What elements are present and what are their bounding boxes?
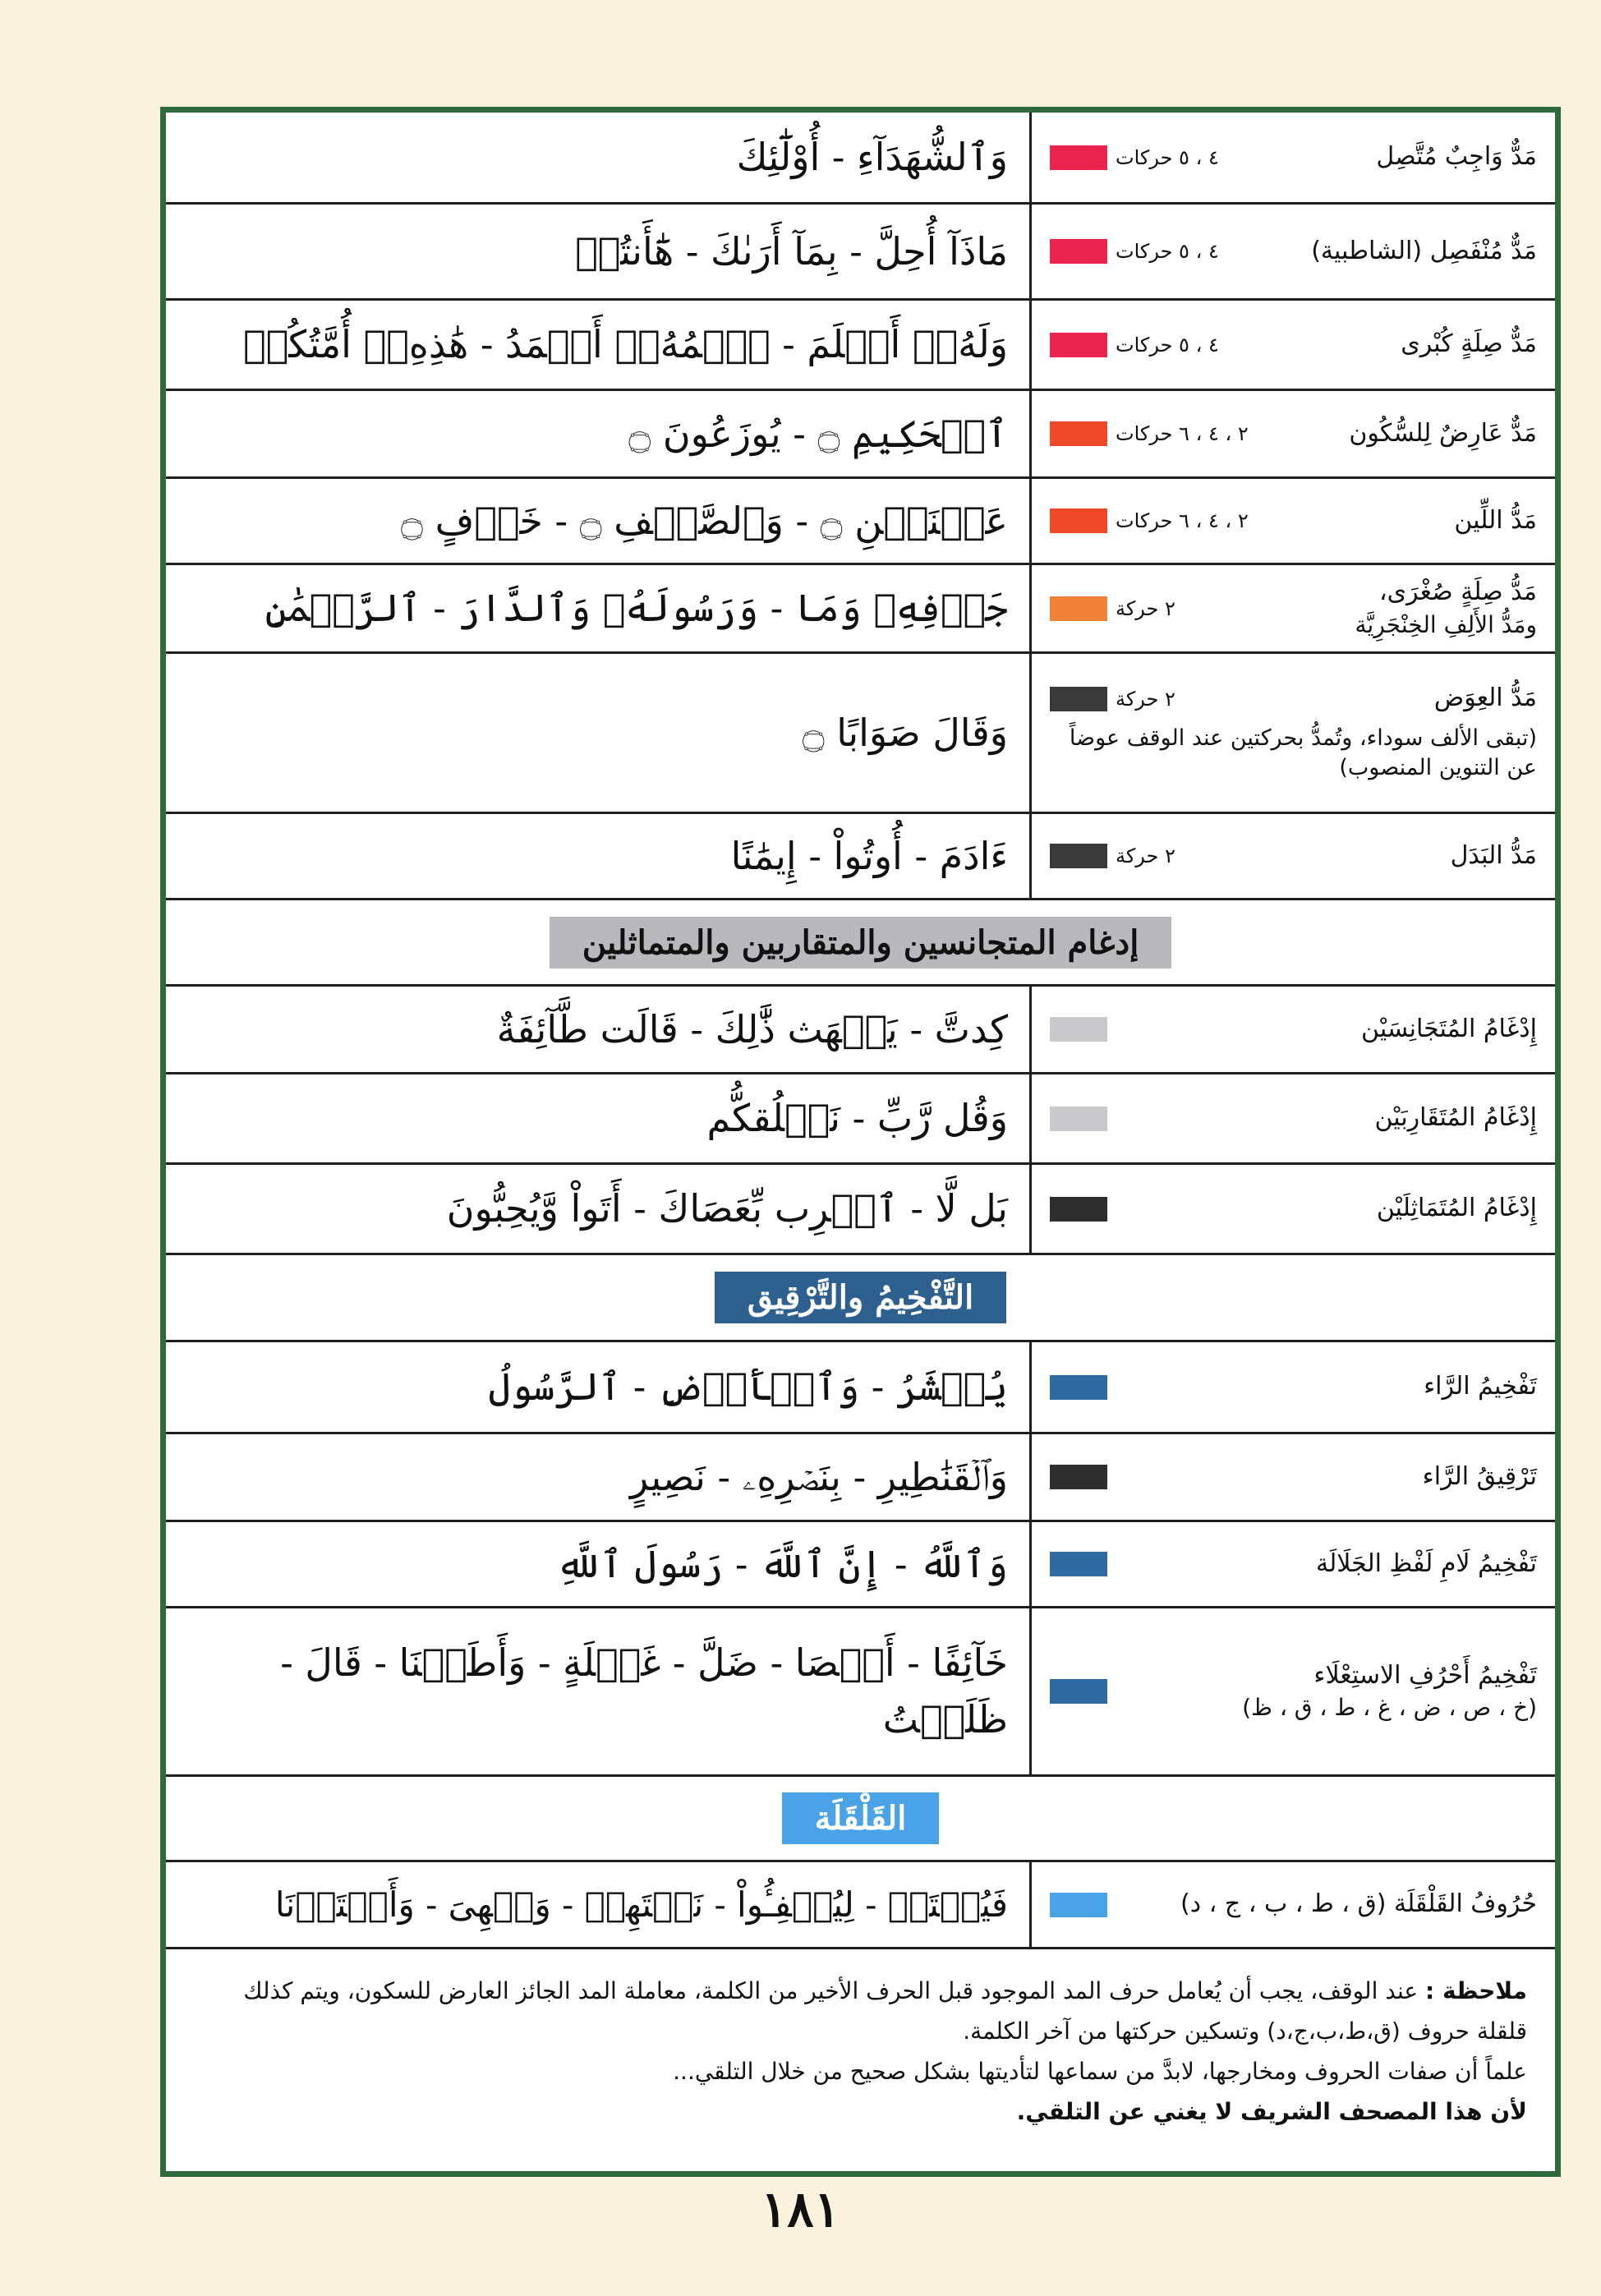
example-cell: وَقَالَ صَوَابًا ۝: [802, 710, 1008, 755]
note-paragraph: [194, 1971, 1527, 2051]
counts-label: ٢ ، ٤ ، ٦ حركات: [1116, 422, 1249, 445]
page-number: ١٨١: [761, 2181, 840, 2238]
example-cell: عَيۡنَيۡنِ ۝ - وَٱلصَّيۡفِ ۝ - خَوۡفٍ ۝: [401, 498, 1008, 543]
rule-label-line1: تَفْخِيمُ أَحْرُفِ الاستِعْلَاء: [1313, 1660, 1537, 1690]
rule-cell: [1029, 1522, 1555, 1606]
table-row: [166, 1342, 1555, 1434]
note-line3: لأن هذا المصحف الشريف لا يغني عن التلقي.: [1016, 2098, 1527, 2125]
table-row: [166, 479, 1555, 565]
rule-label: مَدٌّ عَارِضٌ لِلسُّكُون: [1349, 418, 1537, 448]
example-cell: وَٱللَّهُ - إِنَّ ٱللَّهَ - رَسُولَ ٱللَّهِ: [555, 1541, 1008, 1586]
counts-label: ٢ ، ٤ ، ٦ حركات: [1116, 509, 1249, 532]
table-row: [166, 987, 1555, 1074]
example-cell: وَقُل رَّبِّ - نَخۡلُقكُّم: [706, 1096, 1008, 1140]
color-swatch: [1050, 844, 1107, 868]
rule-label: إِدْغَامُ المُتَقَارِبَيْن: [1374, 1103, 1537, 1133]
color-swatch: [1050, 596, 1107, 621]
section-title: القَلْقَلَة: [782, 1792, 940, 1844]
example-cell: خَآئِفًا - أَقۡصَا - ضَلَّ - غَفۡلَةٍ - وَأَطَعۡنَا - قَالَ - ظَلَمۡتُ: [280, 1640, 1008, 1742]
color-swatch: [1050, 1017, 1107, 1042]
table-row: [166, 391, 1555, 479]
rule-cell: [1029, 479, 1555, 563]
color-swatch: [1050, 508, 1107, 533]
table-row: [166, 814, 1555, 900]
note-line1: عند الوقف، يجب أن يُعامل حرف المد الموجود قبل الحرف الأخير من الكلمة، معاملة المد الجائز العارض للسكون، ويتم كذلك قلقلة حروف (ق،ط،ب،ج،د) وتسكين حركتها من آخر الكلمة.: [243, 1977, 1527, 2045]
color-swatch: [1050, 145, 1107, 170]
rule-cell: [1029, 654, 1555, 812]
example-cell: يُحۡشَرُ - وَٱلۡأَرۡضِ - ٱلرَّسُولُ: [488, 1364, 1008, 1409]
rule-label: إِدْغَامُ المُتَمَاثِلَيْن: [1376, 1194, 1537, 1223]
color-swatch: [1050, 421, 1107, 446]
section-header-tafkhim: [166, 1255, 1555, 1342]
example-cell: جَوۡفِهِۦ وَمَا - وَرَسُولَهُۥ وَٱلدَّارَ - ٱلرَّحۡمَٰنِ: [265, 586, 1008, 630]
table-row: [166, 565, 1555, 654]
rule-cell: [1029, 113, 1555, 202]
rule-label: مَدُّ البَدَل: [1450, 840, 1537, 870]
section-header-qalqala: [166, 1777, 1555, 1862]
rule-label-line2: ومَدُّ الأَلِفِ الخِنْجَرِيَّة: [1355, 610, 1537, 638]
table-row: [166, 1074, 1555, 1165]
rule-label: تَفْخِيمُ لَامِ لَفْظِ الجَلَالَة: [1316, 1548, 1537, 1578]
tajweed-table: [166, 113, 1555, 2153]
section-title: التَّفْخِيمُ والتَّرْقِيق: [715, 1272, 1006, 1323]
color-swatch: [1050, 239, 1107, 264]
rule-label: [1184, 576, 1537, 640]
rule-note: (تبقى الألف سوداء، وتُمدُّ بحركتين عند الوقف عوضاً عن التنوين المنصوب): [1069, 725, 1537, 781]
rule-cell: [1029, 391, 1555, 476]
color-swatch: [1050, 1107, 1107, 1131]
rule-cell: [1029, 1608, 1555, 1774]
rule-label-line2: (خ ، ص ، ض ، غ ، ط ، ق ، ظ): [1242, 1694, 1537, 1722]
page-frame: [160, 107, 1561, 2177]
rule-label-line1: مَدُّ صِلَةٍ صُغْرَى،: [1378, 577, 1537, 607]
rule-label: مَدٌّ مُنْفَصِل (الشاطبية): [1311, 236, 1537, 265]
rule-label: [1116, 1659, 1537, 1723]
note-label: ملاحظة :: [1425, 1977, 1527, 2004]
rule-label: مَدُّ العِوَض: [1433, 683, 1537, 713]
rule-cell: [1029, 301, 1555, 389]
rule-label: مَدٌّ وَاجِبٌ مُتَّصِل: [1376, 142, 1537, 172]
table-row: [166, 1608, 1555, 1777]
note-box: [166, 1949, 1555, 2153]
color-swatch: [1050, 1893, 1107, 1917]
rule-cell: [1029, 1165, 1555, 1253]
rule-cell: [1029, 1074, 1555, 1162]
table-row: [166, 654, 1555, 814]
example-cell: وَلَهُۥٓ أَسۡلَمَ - ٱسۡمُهُۥٓ أَحۡمَدُ - هَٰذِهِۦٓ أُمَّتُكُمۡ: [242, 322, 1008, 366]
counts-label: ٢ حركة: [1116, 596, 1175, 620]
table-row: [166, 113, 1555, 205]
rule-cell: [1029, 1342, 1555, 1432]
example-cell: وَٱلۡقَنَٰطِيرِ - بِنَصۡرِهِۦ - نَصِيرٍ: [629, 1454, 1008, 1499]
rule-label: مَدٌّ صِلَةٍ كُبْرى: [1401, 329, 1537, 359]
rule-label: تَرْقِيقُ الرَّاء: [1422, 1461, 1537, 1491]
color-swatch: [1050, 1679, 1107, 1704]
rule-label: حُرُوفُ القَلْقَلَة (ق ، ط ، ب ، ج ، د): [1180, 1889, 1537, 1919]
example-cell: كِدتَّ - يَلۡهَث ذَّٰلِكَ - قَالَت طَّآئِفَةٌ: [496, 1006, 1008, 1051]
table-row: [166, 1522, 1555, 1608]
rule-cell: [1029, 987, 1555, 1072]
counts-label: ٢ حركة: [1116, 844, 1175, 867]
rule-cell: [1029, 205, 1555, 298]
rule-label: إِدْغَامُ المُتَجَانِسَيْن: [1360, 1014, 1537, 1043]
note-line2: علماً أن صفات الحروف ومخارجها، لابدَّ من سماعها لتأديتها بشكل صحيح من خلال التلقي...: [673, 2058, 1527, 2085]
example-cell: مَاذَآ أُحِلَّ - بِمَآ أَرَىٰكَ - هَٰٓأَنتُمۡ: [575, 228, 1008, 274]
color-swatch: [1050, 1197, 1107, 1222]
counts-label: ٤ ، ٥ حركات: [1116, 145, 1219, 169]
color-swatch: [1050, 333, 1107, 357]
counts-label: ٤ ، ٥ حركات: [1116, 333, 1219, 357]
section-title: إدغام المتجانسين والمتقاربين والمتماثلين: [550, 917, 1172, 969]
table-row: [166, 205, 1555, 301]
counts-label: ٢ حركة: [1116, 687, 1175, 711]
example-cell: وَٱلشُّهَدَآءِ - أُوْلَٰٓئِكَ: [736, 135, 1008, 179]
color-swatch: [1050, 687, 1107, 711]
color-swatch: [1050, 1375, 1107, 1400]
color-swatch: [1050, 1465, 1107, 1489]
table-row: [166, 301, 1555, 391]
table-row: [166, 1434, 1555, 1522]
rule-label: مَدُّ اللِّين: [1454, 505, 1537, 535]
example-cell: ءَادَمَ - أُوتُواْ - إِيمَٰنًا: [730, 833, 1008, 878]
example-cell: فَيُقۡتَلۡ - لِيُطۡفِـُٔواْ - نَبۡتَهِلۡ - وَجۡهِىَ - وَأَعۡتَدۡنَا: [274, 1884, 1008, 1925]
rule-cell: [1029, 1862, 1555, 1947]
rule-cell: [1029, 1434, 1555, 1520]
table-row: [166, 1862, 1555, 1949]
example-cell: بَل لَّا - ٱضۡرِب بِّعَصَاكَ - أَتَواْ وَّيُحِبُّونَ: [446, 1186, 1008, 1231]
rule-cell: [1029, 814, 1555, 898]
table-row: [166, 1165, 1555, 1255]
rule-label: تَفْخِيمُ الرَّاء: [1424, 1372, 1537, 1401]
section-header-idgham: [166, 900, 1555, 987]
color-swatch: [1050, 1552, 1107, 1576]
counts-label: ٤ ، ٥ حركات: [1116, 240, 1219, 263]
rule-cell: [1029, 565, 1555, 651]
example-cell: ٱلۡحَكِيمِ ۝ - يُوزَعُونَ ۝: [628, 411, 1008, 456]
